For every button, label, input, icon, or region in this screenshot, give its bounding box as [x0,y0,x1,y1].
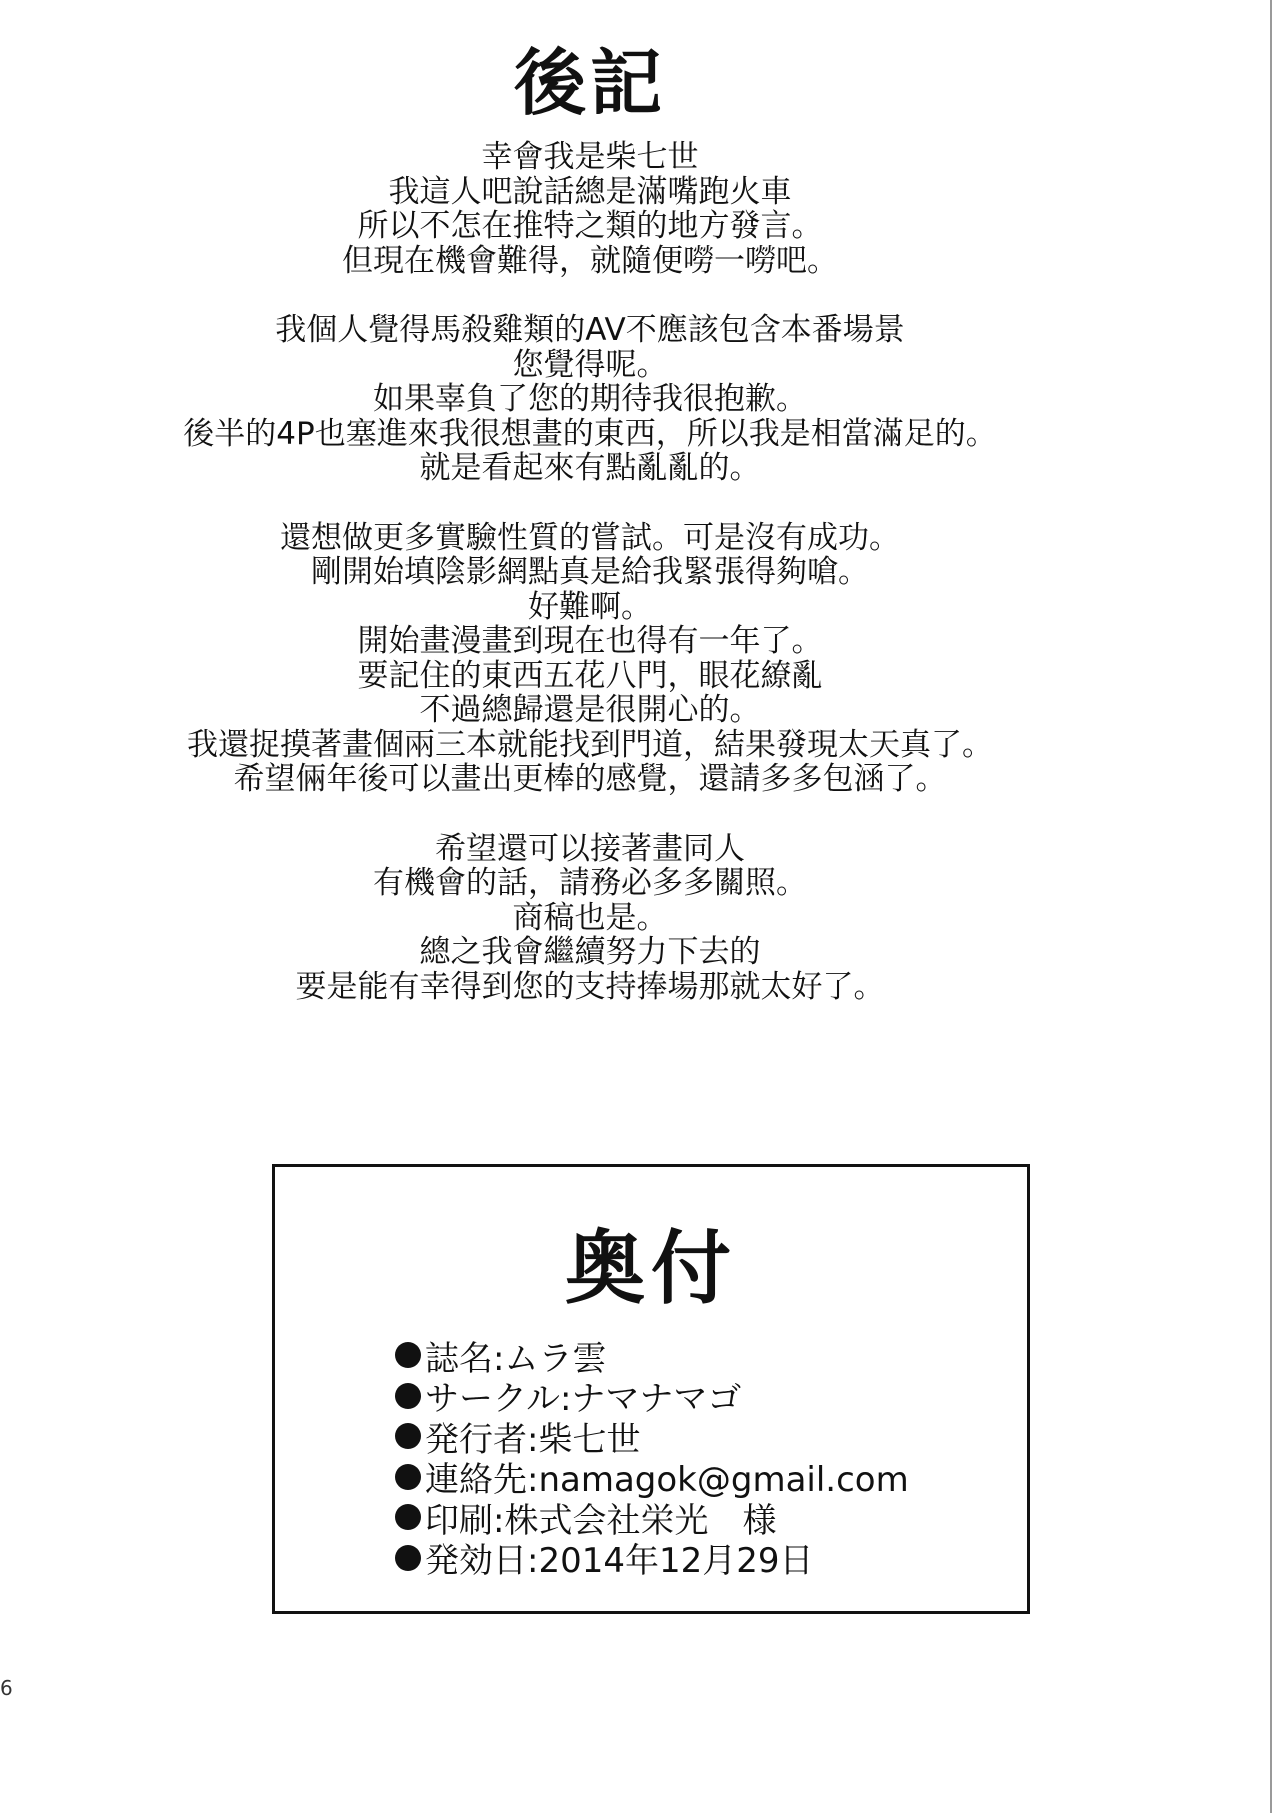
afterword-paragraph-2 [0,313,1180,486]
text-line: 所以不怎在推特之類的地方發言。 [357,208,823,244]
afterword-paragraph-3 [0,521,1180,797]
colophon-item-text: 発行者:柴七世 [425,1419,641,1460]
afterword-paragraph-4 [0,832,1180,1005]
colophon-item-publisher [395,1416,909,1460]
colophon-item-printer [395,1497,909,1541]
page-number: 6 [0,1676,13,1700]
text-line: 開始畫漫畫到現在也得有一年了。 [357,623,823,659]
bullet-dot-icon [395,1383,421,1409]
colophon-title: 奥付 [565,1222,737,1315]
colophon-item-text: 印刷:株式会社栄光 様 [425,1500,777,1541]
bullet-dot-icon [395,1423,421,1449]
text-line: 後半的4P也塞進來我很想畫的東西，所以我是相當滿足的。 [183,415,997,452]
bullet-dot-icon [395,1545,421,1571]
colophon-list [395,1335,909,1582]
bullet-dot-icon [395,1504,421,1530]
colophon-box [272,1164,1030,1614]
colophon-item-title [395,1335,909,1379]
bullet-dot-icon [395,1464,421,1490]
text-line: 還想做更多實驗性質的嘗試。可是沒有成功。 [280,519,900,556]
page-edge-line [1270,0,1272,1813]
text-line: 但現在機會難得，就隨便嘮一嘮吧。 [342,242,838,279]
text-line: 就是看起來有點亂亂的。 [419,450,761,486]
text-line: 我個人覺得馬殺雞類的AV不應該包含本番場景 [275,312,905,348]
colophon-item-text: 発効日:2014年12月29日 [425,1541,814,1582]
text-line: 不過總歸還是很開心的。 [419,692,761,728]
colophon-item-text: 連絡先:namagok@gmail.com [425,1460,909,1501]
text-line: 我還捉摸著畫個兩三本就能找到門道，結果發現太天真了。 [187,726,993,763]
text-line: 我這人吧說話總是滿嘴跑火車 [388,173,792,210]
text-line: 總之我會繼續努力下去的 [419,934,761,970]
text-line: 剛開始填陰影網點真是給我緊張得夠嗆。 [311,554,869,590]
text-line: 希望倆年後可以畫出更棒的感覺，還請多多包涵了。 [233,761,947,797]
text-line: 如果辜負了您的期待我很抱歉。 [373,381,807,417]
text-line: 希望還可以接著畫同人 [435,830,745,867]
colophon-item-text: サークル:ナマナマゴ [425,1379,742,1420]
text-line: 幸會我是柴七世 [481,139,699,175]
text-line: 有機會的話，請務必多多關照。 [373,865,807,901]
colophon-item-text: 誌名:ムラ雲 [425,1338,607,1379]
text-line: 您覺得呢。 [512,346,668,383]
colophon-item-contact [395,1457,909,1501]
text-line: 要記住的東西五花八門，眼花繚亂 [357,657,823,694]
text-line: 商稿也是。 [512,899,668,936]
text-line: 好難啊。 [528,588,652,625]
text-line: 要是能有幸得到您的支持捧場那就太好了。 [295,968,885,1005]
colophon-item-date [395,1538,909,1582]
afterword-paragraph-1 [0,140,1180,278]
afterword-title: 後記 [513,41,666,125]
colophon-item-circle [395,1376,909,1420]
bullet-dot-icon [395,1342,421,1368]
afterword-body [0,140,1180,1039]
